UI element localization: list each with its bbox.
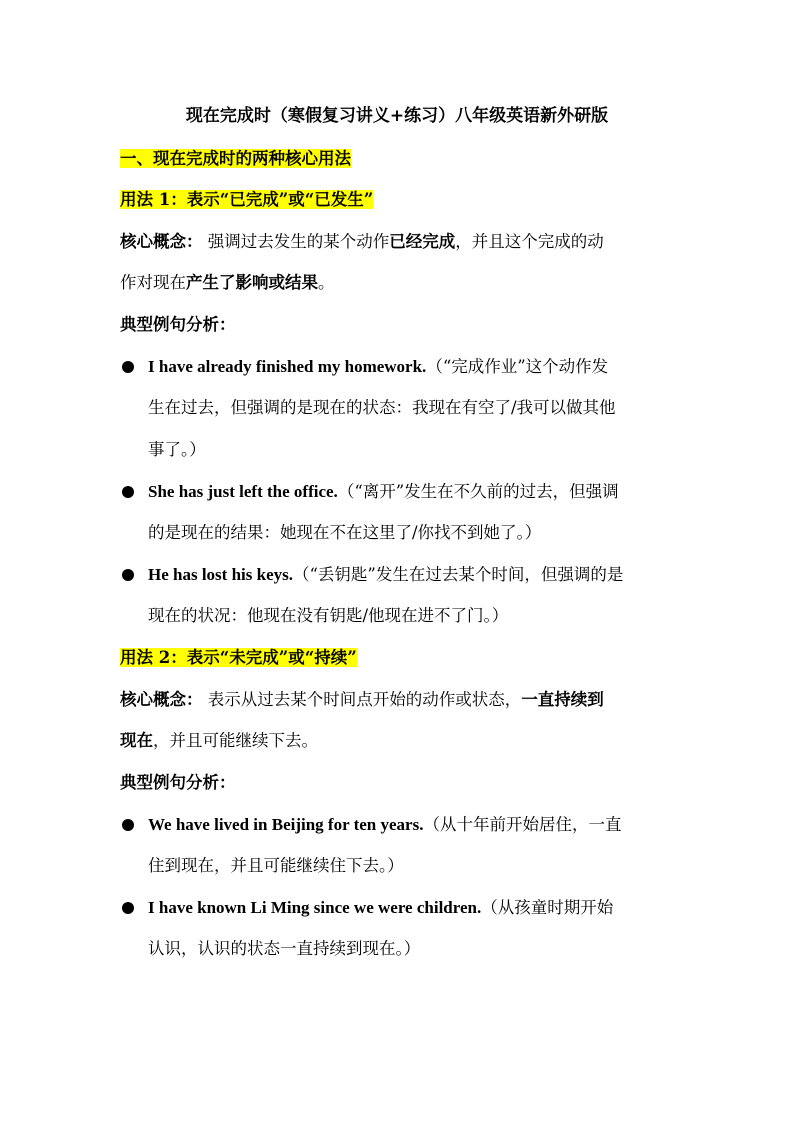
example-line: 认识，认识的状态一直持续到现在。） xyxy=(148,939,421,958)
usage2-concept-line1 xyxy=(120,688,604,712)
example-chinese: （“离开”发生在不久前的过去，但强调 xyxy=(337,482,619,501)
section-heading-text: 一、现在完成时的两种核心用法 xyxy=(120,149,351,168)
concept-label: 核心概念： xyxy=(120,232,203,251)
usage1-heading xyxy=(120,188,373,212)
example-line: 生在过去，但强调的是现在的状态：我现在有空了/我可以做其他 xyxy=(148,398,616,417)
example-line xyxy=(148,563,623,587)
concept-emphasis: 产生了影响或结果 xyxy=(186,273,318,292)
concept-text: 表示从过去某个时间点开始的动作或状态， xyxy=(207,690,522,709)
concept-text: 。 xyxy=(318,273,335,292)
concept-text: 作对现在 xyxy=(120,273,186,292)
usage1-concept-line2 xyxy=(120,271,335,295)
bullet-icon xyxy=(122,819,134,831)
example-line: 的是现在的结果：她现在不在这里了/你找不到她了。） xyxy=(148,523,542,542)
example-english: He has lost his keys. xyxy=(148,565,293,584)
example-english: I have known Li Ming since we were children. xyxy=(148,898,482,917)
bullet-icon xyxy=(122,902,134,914)
concept-emphasis: 现在 xyxy=(120,731,153,750)
usage1-heading-text: 用法 1：表示“已完成”或“已发生” xyxy=(120,190,374,209)
concept-emphasis: 已经完成 xyxy=(389,232,456,251)
example-chinese: （从孩童时期开始 xyxy=(481,898,614,917)
example-english: We have lived in Beijing for ten years. xyxy=(148,815,424,834)
example-chinese: （从十年前开始居住，一直 xyxy=(423,815,622,834)
bullet-icon xyxy=(122,486,134,498)
concept-text: ，并且可能继续下去。 xyxy=(153,731,318,750)
section-heading xyxy=(120,147,351,171)
concept-text: 强调过去发生的某个动作 xyxy=(207,232,390,251)
bullet-icon xyxy=(122,361,134,373)
usage1-concept-line1 xyxy=(120,230,604,254)
example-line: 事了。） xyxy=(148,440,206,459)
example-line xyxy=(148,896,613,920)
example-chinese: （“完成作业”这个动作发 xyxy=(426,357,609,376)
example-english: I have already finished my homework. xyxy=(148,357,427,376)
usage2-heading-text: 用法 2：表示“未完成”或“持续” xyxy=(120,648,357,667)
concept-text: ，并且这个完成的动 xyxy=(455,232,604,251)
usage2-concept-line2 xyxy=(120,729,318,753)
concept-label: 核心概念： xyxy=(120,690,203,709)
document-title: 现在完成时（寒假复习讲义+练习）八年级英语新外研版 xyxy=(185,106,609,126)
example-line xyxy=(148,355,608,379)
example-line: 住到现在，并且可能继续住下去。） xyxy=(148,856,404,875)
usage1-examples-label: 典型例句分析： xyxy=(120,315,236,334)
example-chinese: （“丢钥匙”发生在过去某个时间，但强调的是 xyxy=(293,565,624,584)
example-line xyxy=(148,480,619,504)
bullet-icon xyxy=(122,569,134,581)
example-english: She has just left the office. xyxy=(148,482,338,501)
example-line xyxy=(148,813,621,837)
example-line: 现在的状况：他现在没有钥匙/他现在进不了门。） xyxy=(148,606,509,625)
concept-emphasis: 一直持续到 xyxy=(521,690,604,709)
usage2-heading xyxy=(120,646,357,670)
usage2-examples-label: 典型例句分析： xyxy=(120,773,236,792)
